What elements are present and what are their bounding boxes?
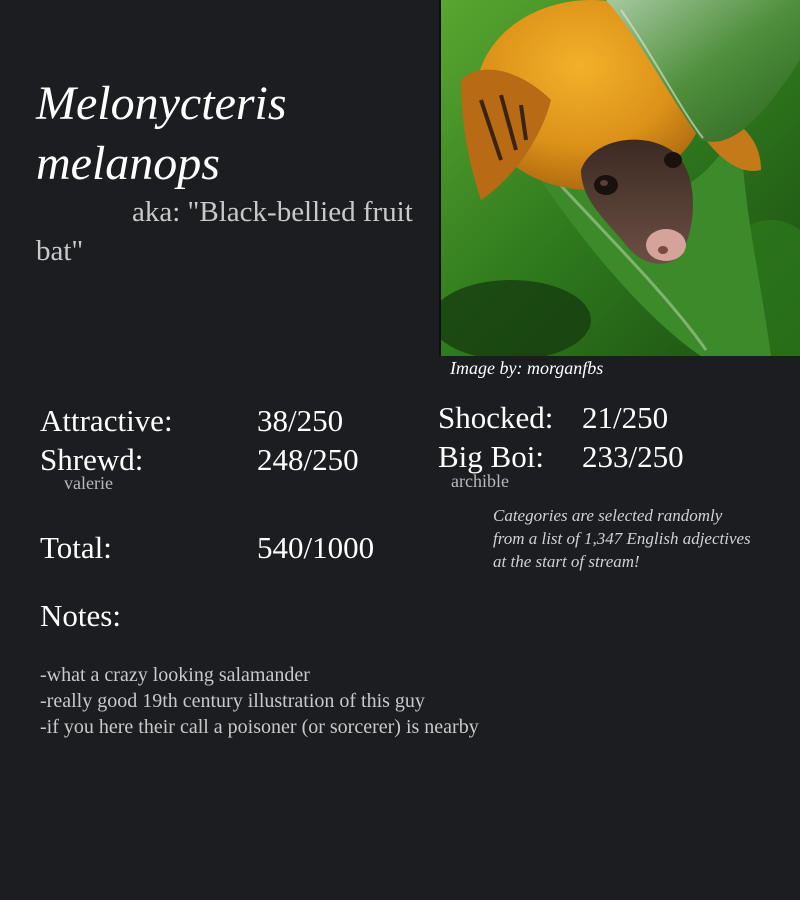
note-item: -really good 19th century illustration of this guy bbox=[40, 690, 425, 712]
stat-value-shrewd: 248/250 bbox=[257, 442, 359, 477]
stat-label-shocked: Shocked: bbox=[438, 400, 554, 435]
stat-value-shocked: 21/250 bbox=[582, 400, 669, 435]
bat-photo bbox=[439, 0, 800, 356]
voter-name-left: valerie bbox=[64, 473, 113, 493]
stat-value-big-boi: 233/250 bbox=[582, 439, 684, 474]
common-name: aka: "Black-bellied fruit bat" bbox=[36, 196, 413, 267]
category-disclaimer: Categories are selected randomly from a list of 1,347 English adjectives at the start of stream! bbox=[493, 506, 751, 571]
notes-heading: Notes: bbox=[40, 598, 121, 633]
voter-name-right: archible bbox=[451, 471, 509, 491]
species-name: Melonycteris melanops bbox=[36, 77, 287, 190]
stat-value-attractive: 38/250 bbox=[257, 403, 344, 438]
note-item: -what a crazy looking salamander bbox=[40, 664, 310, 686]
image-credit: Image by: morganfbs bbox=[450, 358, 604, 378]
note-item: -if you here their call a poisoner (or sorcerer) is nearby bbox=[40, 716, 479, 738]
notes-list bbox=[40, 662, 479, 740]
total-label: Total: bbox=[40, 530, 112, 565]
stat-label-big-boi: Big Boi: bbox=[438, 439, 544, 474]
total-value: 540/1000 bbox=[257, 530, 375, 565]
stat-label-shrewd: Shrewd: bbox=[40, 442, 144, 477]
stat-label-attractive: Attractive: bbox=[40, 403, 173, 438]
